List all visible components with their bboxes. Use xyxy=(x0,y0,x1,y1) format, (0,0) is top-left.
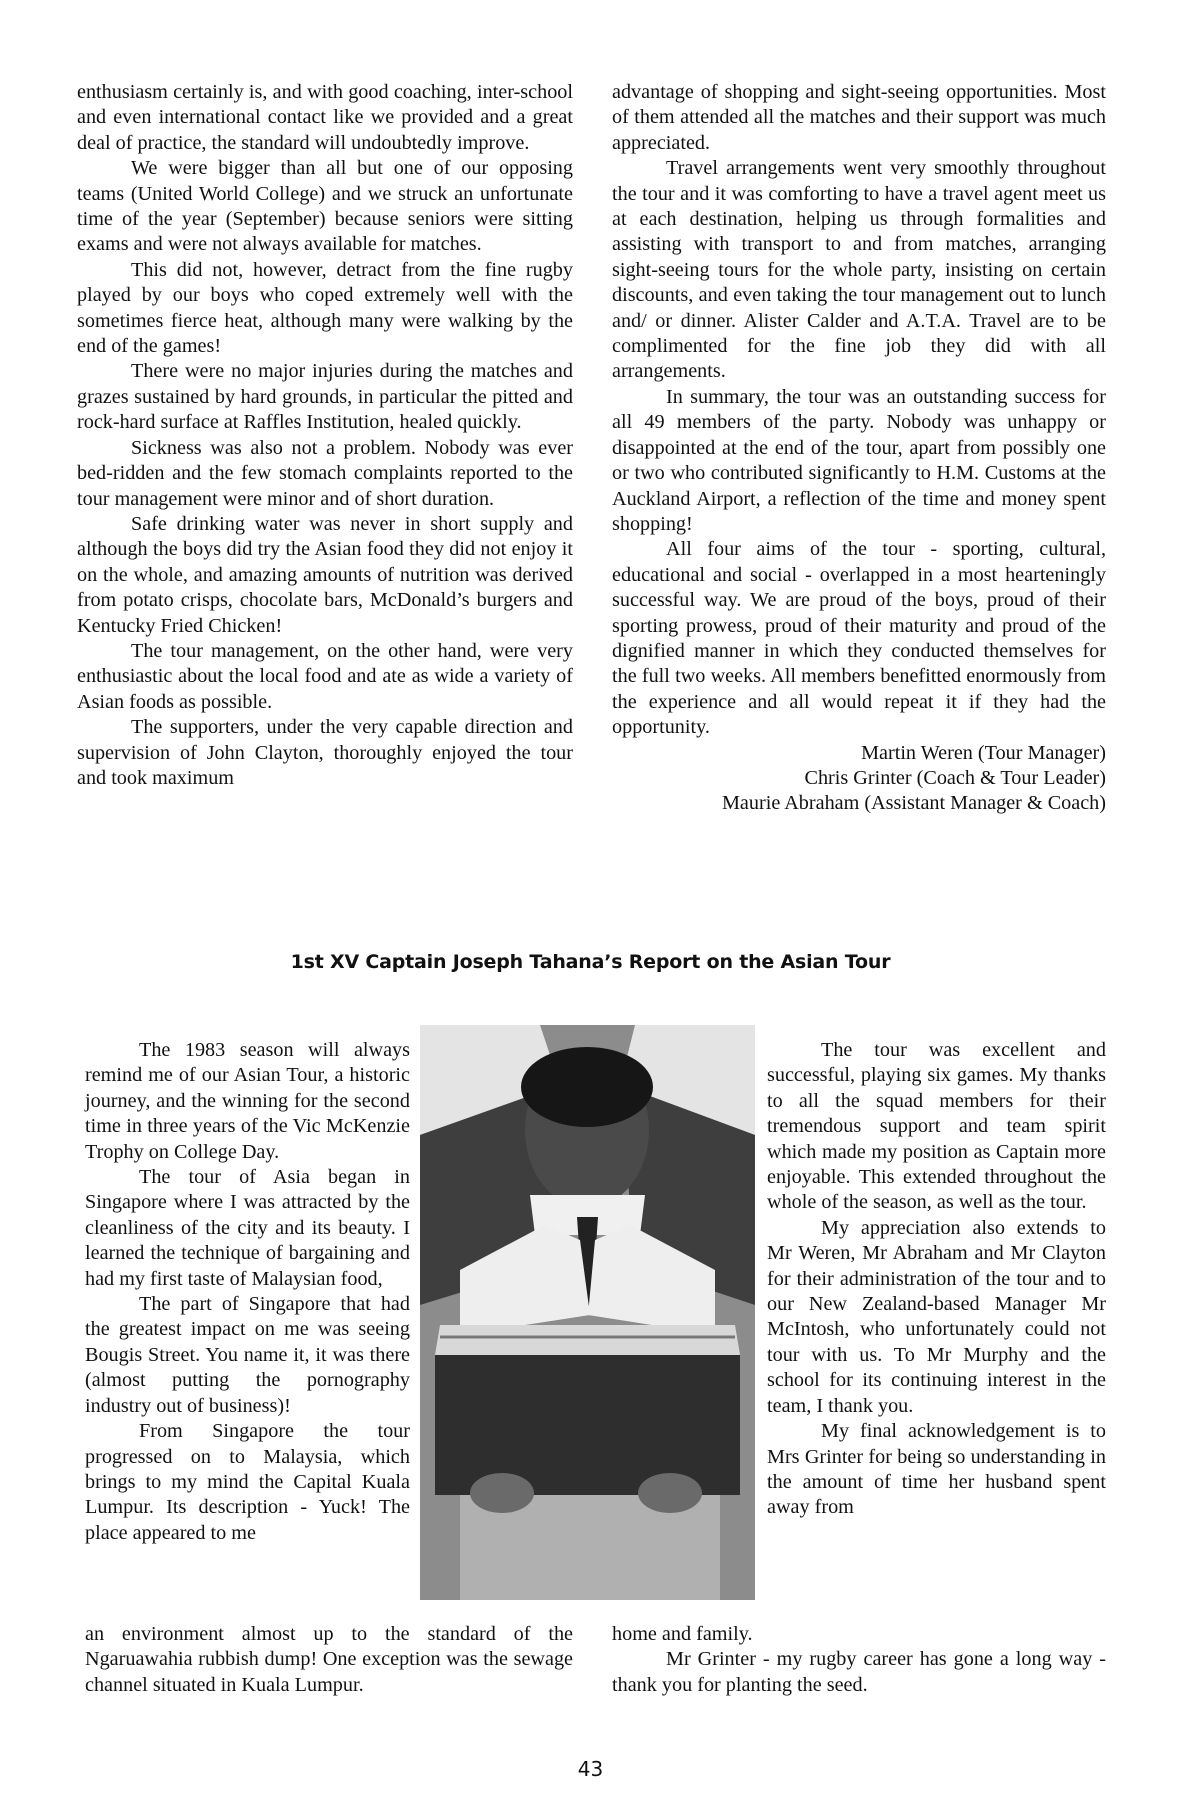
paragraph: The part of Singapore that had the greatest impact on me was seeing Bougis Street. You name it, it was there (almost putting the pornography industry out of business)! xyxy=(85,1293,410,1417)
paragraph: enthusiasm certainly is, and with good coaching, inter-school and even international contact like we provided and a great deal of practice, the standard will undoubtedly improve. xyxy=(77,81,573,154)
paragraph: We were bigger than all but one of our opposing teams (United World College) and we struck an unfortunate time of the year (September) because seniors were sitting exams and were not always available for matches. xyxy=(77,157,573,256)
paragraph: This did not, however, detract from the fine rugby played by our boys who coped extremely well with the sometimes fierce heat, although many were walking by the end of the games! xyxy=(77,258,573,358)
paragraph: advantage of shopping and sight-seeing opportunities. Most of them attended all the matches and their support was much appreciated. xyxy=(612,81,1106,154)
paragraph: an environment almost up to the standard of the Ngaruawahia rubbish dump! One exception was the sewage channel situated in Kuala Lumpur. xyxy=(85,1623,573,1696)
paragraph: From Singapore the tour progressed on to Malaysia, which brings to my mind the Capital Kuala Lumpur. Its description - Yuck! The place appeared to me xyxy=(85,1420,410,1544)
signature: Martin Weren (Tour Manager) xyxy=(861,741,1106,764)
captain-photo xyxy=(420,1025,755,1600)
portrait-photo-icon xyxy=(420,1025,755,1600)
paragraph: home and family. xyxy=(612,1623,753,1645)
paragraph: My final acknowledgement is to Mrs Grinter for being so understanding in the amount of time her husband spent away from xyxy=(767,1420,1106,1519)
signature: Chris Grinter (Coach & Tour Leader) xyxy=(804,766,1106,789)
paragraph: The tour management, on the other hand, were very enthusiastic about the local food and ate as wide a variety of Asian foods as possible. xyxy=(77,639,573,713)
paragraph: There were no major injuries during the matches and grazes sustained by hard grounds, in particular the pitted and rock-hard surface at Raffles Institution, healed quickly. xyxy=(77,360,573,434)
paragraph: In summary, the tour was an outstanding success for all 49 members of the party. Nobody was unhappy or disappointed at the end of the tour, apart from possibly one or two who contributed significantly to H.M. Customs at the Auckland Airport, a reflection of the time and money spent shopping! xyxy=(612,385,1106,535)
bottom-right-continuation xyxy=(612,1622,1106,1698)
page-number: 43 xyxy=(577,1757,604,1781)
paragraph: Travel arrangements went very smoothly throughout the tour and it was comforting to have a travel agent meet us at each destination, helping us through formalities and assisting with transport to and from matches, arranging sight-seeing tours for the whole party, insisting on certain discounts, and even taking the tour management out to lunch and/ or dinner. Alister Calder and A.T.A. Travel are to be complimented for the fine job they did with all arrangements. xyxy=(612,157,1106,383)
paragraph: The 1983 season will always remind me of our Asian Tour, a historic journey, and the winning for the second time in three years of the Vic McKenzie Trophy on College Day. xyxy=(85,1039,410,1163)
paragraph: The supporters, under the very capable direction and supervision of John Clayton, thoroughly enjoyed the tour and took maximum xyxy=(77,716,573,789)
signature: Maurie Abraham (Assistant Manager & Coach) xyxy=(721,792,1106,815)
top-left-column xyxy=(77,80,573,791)
paragraph: The tour of Asia began in Singapore where I was attracted by the cleanliness of the city and its beauty. I learned the technique of bargaining and had my first taste of Malaysian food, xyxy=(85,1166,410,1290)
paragraph: Safe drinking water was never in short supply and although the boys did try the Asian food they did not enjoy it on the whole, and amazing amounts of nutrition was derived from potato crisps, chocolate bars, McDonald’s burgers and Kentucky Fried Chicken! xyxy=(77,512,573,637)
top-right-column xyxy=(612,80,1106,817)
paragraph: All four aims of the tour - sporting, cultural, educational and social - overlapped in a most hearteningly successful way. We are proud of the boys, proud of their sporting prowess, proud of their maturity and proud of the dignified manner in which they conducted themselves for the full two weeks. All members benefitted enormously from the experience and all would repeat it if they had the opportunity. xyxy=(612,538,1106,739)
bottom-left-column xyxy=(85,1038,410,1546)
bottom-left-continuation xyxy=(85,1622,573,1698)
section-title: 1st XV Captain Joseph Tahana’s Report on the Asian Tour xyxy=(290,951,891,973)
bottom-right-column xyxy=(767,1038,1106,1521)
paragraph: The tour was excellent and successful, playing six games. My thanks to all the squad members for their tremendous support and team spirit which made my position as Captain more enjoyable. This extended throughout the whole of the season, as well as the tour. xyxy=(767,1039,1106,1214)
paragraph: Mr Grinter - my rugby career has gone a long way - thank you for planting the seed. xyxy=(612,1648,1106,1696)
paragraph: My appreciation also extends to Mr Weren, Mr Abraham and Mr Clayton for their administration of the tour and to our New Zealand-based Manager Mr McIntosh, who unfortunately could not tour with us. To Mr Murphy and the school for its continuing interest in the team, I thank you. xyxy=(767,1216,1106,1417)
paragraph: Sickness was also not a problem. Nobody was ever bed-ridden and the few stomach complaints reported to the tour management were minor and of short duration. xyxy=(77,436,573,510)
